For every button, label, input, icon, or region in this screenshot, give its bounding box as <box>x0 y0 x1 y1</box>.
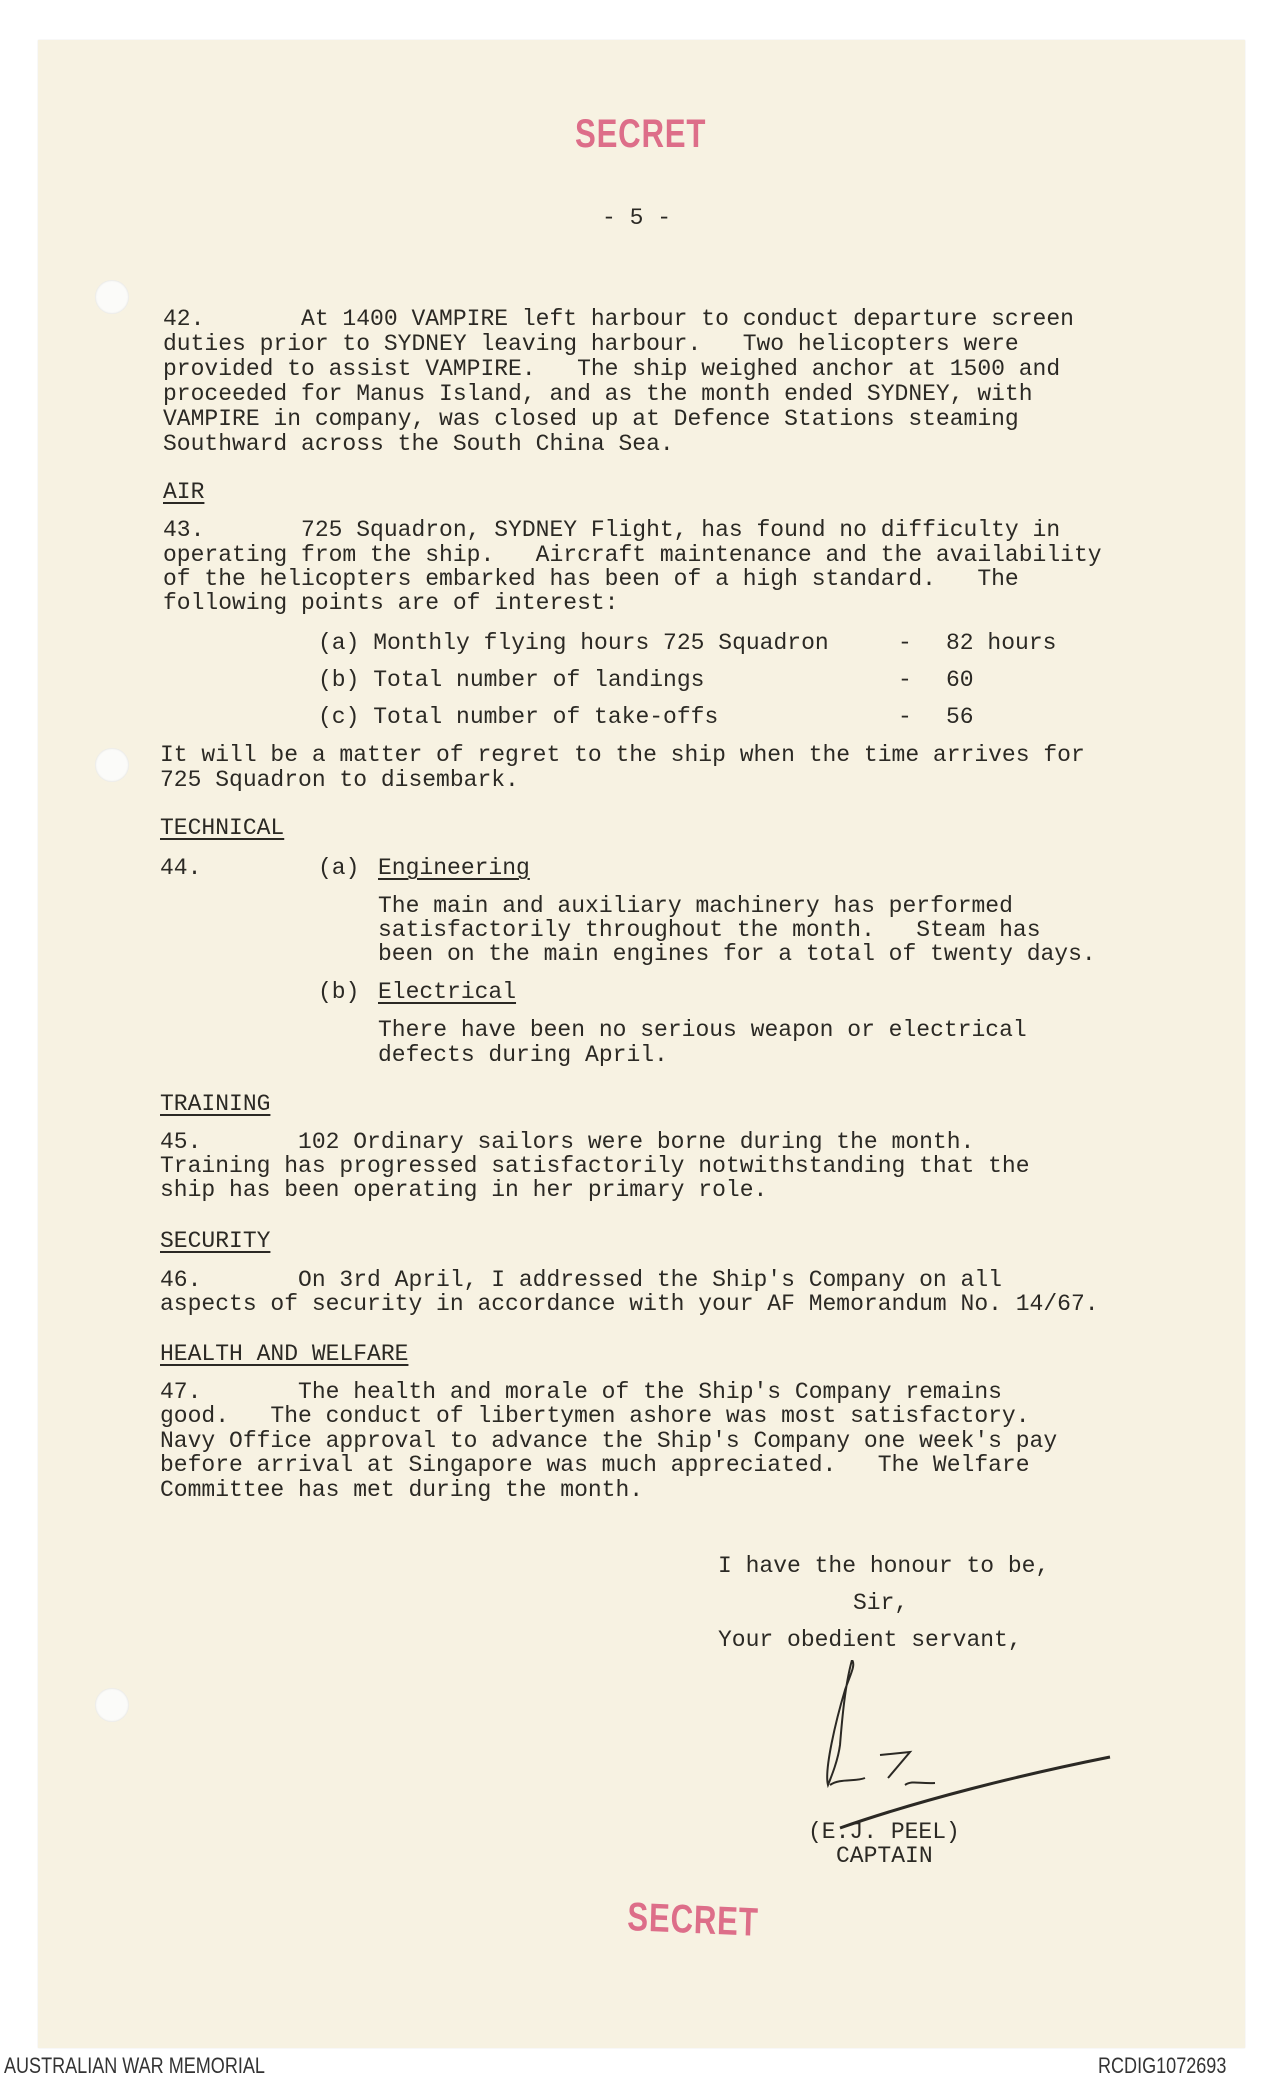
point-label: (c) Total number of take-offs <box>318 704 719 730</box>
subsection-title: Engineering <box>378 855 530 881</box>
signature <box>800 1660 1130 1840</box>
text-line: following points are of interest: <box>163 590 619 616</box>
subsection-title: Electrical <box>378 979 517 1005</box>
footer-id: RCDIG1072693 <box>1098 2050 1226 2081</box>
text-line: It will be a matter of regret to the ship when the time arrives for <box>160 742 1085 768</box>
signature-stroke <box>830 1752 935 1785</box>
text-line: The main and auxiliary machinery has performed <box>378 893 1013 919</box>
section-heading: SECURITY <box>160 1228 271 1254</box>
section-heading: TECHNICAL <box>160 815 285 841</box>
signature-stroke <box>827 1660 853 1785</box>
text-line: proceeded for Manus Island, and as the month ended SYDNEY, with <box>163 381 1033 407</box>
text-line: 45. 102 Ordinary sailors were borne during the month. <box>160 1129 975 1155</box>
text-line: Committee has met during the month. <box>160 1477 644 1503</box>
subsection-marker: (a) <box>318 855 360 881</box>
text-line: provided to assist VAMPIRE. The ship weighed anchor at 1500 and <box>163 356 1061 382</box>
section-heading: AIR <box>163 479 205 505</box>
secret-stamp-top: SECRET <box>575 112 707 156</box>
text-line: 725 Squadron to disembark. <box>160 767 519 793</box>
signature-flourish <box>840 1757 1110 1828</box>
signatory-name: (E.J. PEEL) <box>808 1819 960 1845</box>
closing-line: Your obedient servant, <box>718 1627 1022 1653</box>
text-line: duties prior to SYDNEY leaving harbour. Two helicopters were <box>163 331 1019 357</box>
point-dash: - <box>898 630 912 656</box>
section-heading: HEALTH AND WELFARE <box>160 1341 409 1367</box>
text-line: VAMPIRE in company, was closed up at Defence Stations steaming <box>163 406 1019 432</box>
point-dash: - <box>898 667 912 693</box>
text-line: 46. On 3rd April, I addressed the Ship's Company on all <box>160 1267 1002 1293</box>
text-line: There have been no serious weapon or electrical <box>378 1017 1027 1043</box>
text-line: 43. 725 Squadron, SYDNEY Flight, has found no difficulty in <box>163 517 1061 543</box>
point-value: 60 <box>946 667 974 693</box>
text-line: Training has progressed satisfactorily notwithstanding that the <box>160 1153 1030 1179</box>
page-number: - 5 - <box>602 205 672 231</box>
text-line: aspects of security in accordance with your AF Memorandum No. 14/67. <box>160 1291 1099 1317</box>
text-line: Navy Office approval to advance the Ship's Company one week's pay <box>160 1428 1058 1454</box>
punch-hole <box>95 1688 129 1722</box>
text-line: satisfactorily throughout the month. Steam has <box>378 917 1041 943</box>
punch-hole <box>95 748 129 782</box>
point-dash: - <box>898 704 912 730</box>
closing-line: Sir, <box>853 1590 909 1616</box>
text-line: defects during April. <box>378 1042 668 1068</box>
secret-stamp-bottom: SECRET <box>626 1895 760 1945</box>
text-line: operating from the ship. Aircraft maintenance and the availability <box>163 542 1102 568</box>
subsection-marker: (b) <box>318 979 360 1005</box>
closing-line: I have the honour to be, <box>718 1553 1050 1579</box>
punch-hole <box>95 280 129 314</box>
point-label: (b) Total number of landings <box>318 667 705 693</box>
section-heading: TRAINING <box>160 1091 271 1117</box>
text-line: 42. At 1400 VAMPIRE left harbour to conduct departure screen <box>163 306 1074 332</box>
point-value: 82 hours <box>946 630 1057 656</box>
signatory-rank: CAPTAIN <box>836 1843 933 1869</box>
text-line: Southward across the South China Sea. <box>163 431 674 457</box>
footer-source: AUSTRALIAN WAR MEMORIAL <box>4 2050 265 2081</box>
text-line: been on the main engines for a total of twenty days. <box>378 941 1096 967</box>
text-line: before arrival at Singapore was much appreciated. The Welfare <box>160 1452 1030 1478</box>
point-value: 56 <box>946 704 974 730</box>
point-label: (a) Monthly flying hours 725 Squadron <box>318 630 829 656</box>
text-line: ship has been operating in her primary role. <box>160 1177 768 1203</box>
text-line: good. The conduct of libertymen ashore was most satisfactory. <box>160 1403 1030 1429</box>
text-line: 47. The health and morale of the Ship's Company remains <box>160 1379 1002 1405</box>
text-line: of the helicopters embarked has been of a high standard. The <box>163 566 1019 592</box>
paragraph-number: 44. <box>160 855 202 881</box>
